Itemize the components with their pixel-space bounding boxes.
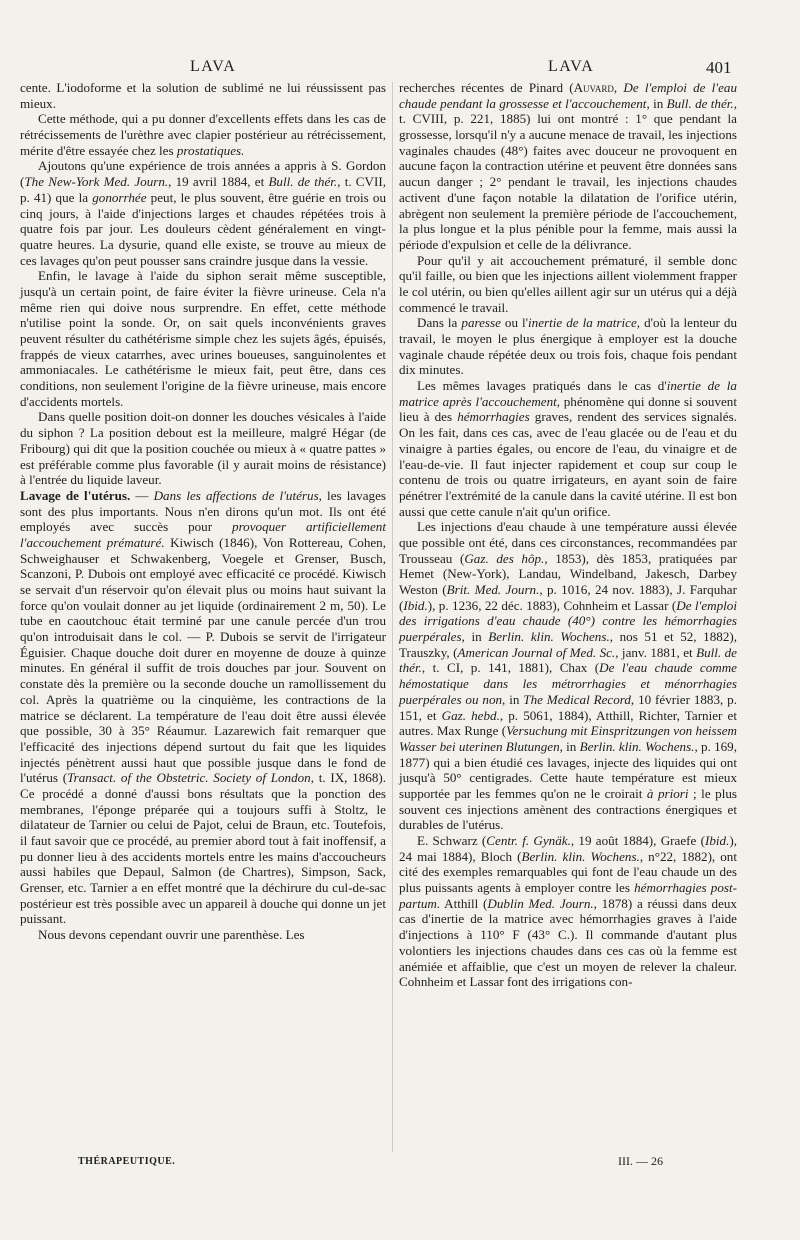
italic-text: Berlin. klin. Wochens. bbox=[488, 629, 610, 645]
text-run: , in bbox=[559, 738, 580, 754]
column-divider bbox=[392, 82, 393, 1152]
text-run: ; le plus souvent ces injections amènent des contractions énergiques et durables de l'utérus. bbox=[399, 785, 737, 833]
right-column bbox=[399, 80, 737, 990]
text-run: , t. CVII, p. 41) que la bbox=[20, 174, 386, 205]
text-run: peut, le plus souvent, être guérie en trois ou cinq jours, à l'aide d'injections larges et chaudes répétées trois à quatre fois par jour. Les douleurs cèdent généralement en vingt-quatre heures. La dysurie, quand elle existe, se trouve au mieux de ces lavages qu'on peut pousser sans craindre jusque dans la vessie. bbox=[20, 189, 386, 268]
text-run: , phénomène qui donne si souvent lieu à des bbox=[399, 393, 737, 425]
text-run: graves, rendent des services signalés. On les fait, dans ces cas, avec de l'eau glacée ou de l'eau et du vinaigre à parties égales, ou encore de l'eau, du vinaigre et de l'eau-de-vie. Il faut injecter rapidement et coup sur coup le contenu de trois ou quatre irrigateurs, en ayant soin de faire pénétrer l'extrémité de la canule dans la cavité utérine. Il est bon aussi que cette canule n'ait qu'un orifice. bbox=[399, 409, 737, 519]
text-run: Les mêmes lavages pratiqués dans le cas d' bbox=[417, 378, 667, 394]
text-run: ), p. 1236, 22 déc. 1883), Cohnheim et Lassar ( bbox=[427, 597, 677, 613]
text-run: Atthill ( bbox=[440, 895, 488, 911]
text-run: , in bbox=[646, 95, 667, 111]
text-run: , t. CVIII, p. 221, 1885) lui ont montré : 1° que pendant la grossesse, lorsqu'il n'y a aucune menace de travail, les injections vaginales chaudes (48°) faites avec douceur ne provoquent en aucune façon la contraction utérine et peuvent être données sans aucun danger ; 2° pendant le travail, les injections chaudes activent d'une façon notable la dilatation de l'orifice utérin, abrègent non seulement la première période de l'accouchement, la plus longue et la plus pénible pour la femme, mais aussi la période d'expulsion et celle de la délivrance. bbox=[399, 95, 737, 252]
running-head-right: LAVA bbox=[548, 58, 595, 75]
paragraph bbox=[399, 519, 737, 833]
italic-text: hémorrhagies bbox=[457, 409, 530, 425]
italic-text: paresse bbox=[461, 315, 501, 331]
text-run: Ajoutons qu'une expérience de trois années a appris à S. Gordon ( bbox=[20, 158, 386, 190]
text-run: Les injections d'eau chaude à une température aussi élevée que possible ont été, dans ces circonstances, recommandées par Trousseau ( bbox=[399, 519, 737, 566]
italic-text: provoquer artificiellement l'accouchement prématuré. bbox=[20, 519, 386, 550]
text-run: , d'où la lenteur du travail, le moyen le plus énergique à employer est la douche vaginale chaude répétée deux ou trois fois, chaque fois pendant dix minutes. bbox=[399, 315, 737, 378]
text-run: Cette méthode, qui a pu donner d'excellents effets dans les cas de rétrécissements de l'urèthre avec clapier postérieur au rétrécissement, mérite d'être essayée chez les bbox=[20, 111, 386, 158]
left-column bbox=[20, 80, 386, 943]
italic-text: Gaz. des hôp. bbox=[464, 550, 545, 566]
text-run: , p. 5061, 1884), Atthill, Richter, Tarnier et autres. Max Runge ( bbox=[399, 707, 737, 739]
italic-text: gonorrhée bbox=[92, 189, 147, 205]
italic-text: Brit. Med. Journ. bbox=[446, 582, 540, 597]
footer-volume-sheet: III. — 26 bbox=[618, 1154, 663, 1168]
text-run: , t. CI, p. 141, 1881), Chax ( bbox=[421, 660, 600, 676]
italic-text: inertie de la matrice après l'accouchement bbox=[399, 378, 737, 409]
paragraph bbox=[399, 833, 737, 990]
text-run: , 19 août 1884), Graefe ( bbox=[570, 833, 705, 848]
text-run: , 1853), dès 1853, pratiquées par Hemet (New-York), Landau, Windelband, Jakesch, Darbey Weston ( bbox=[399, 550, 737, 597]
italic-text: Dublin Med. Journ. bbox=[487, 895, 594, 911]
italic-text: De l'emploi de l'eau chaude pendant la grossesse et l'accouchement bbox=[399, 80, 738, 111]
text-run: , 10 février 1883, p. 151, et bbox=[399, 691, 737, 723]
text-run: recherches récentes de Pinard ( bbox=[399, 80, 574, 95]
text-run: ), 24 mai 1884), Bloch ( bbox=[399, 833, 737, 864]
paragraph bbox=[399, 253, 737, 316]
italic-text: Versuchung mit Einspritzungen von heissem Wasser bei uterinen Blutungen bbox=[399, 723, 738, 754]
italic-text: Bull. de thér. bbox=[666, 95, 734, 111]
italic-text: inertie de la matrice bbox=[528, 315, 637, 331]
text-run: Nous devons cependant ouvrir une parenthèse. Les bbox=[38, 927, 305, 943]
italic-text: Centr. f. Gynäk. bbox=[486, 833, 571, 848]
text-run: , p. 1016, 24 nov. 1883), J. Farquhar ( bbox=[399, 582, 737, 613]
text-run: , 19 avril 1884, et bbox=[168, 174, 269, 190]
italic-text: American Journal of Med. Sc. bbox=[457, 644, 616, 660]
italic-text: hémorrhagies post-partum. bbox=[399, 880, 737, 911]
page-number: 401 bbox=[706, 58, 732, 77]
text-run: Dans quelle position doit-on donner les douches vésicales à l'aide du siphon ? La position debout est la meilleure, malgré Hégar (de Fribourg) qui dit que la position couchée ou mieux à « quatre pattes » est préférable comme plus favorable (il y aurait moins de résistance) à l'entrée du liquide laveur. bbox=[20, 409, 386, 488]
italic-text: Ibid. bbox=[403, 597, 428, 613]
text-run: , t. IX, 1868). Ce procédé a donné d'aussi bons résultats que la ponction des membranes, l'éponge préparée qui a toujours suffi à Stoltz, le dilatateur de Tarnier ou celui de Pajot, celui de Braun, etc. Toutefois, il faut savoir que ce procédé, au premier abord tout à fait inoffensif, a pu donner lieu à des accidents mortels entre les mains d'accoucheurs aussi habiles que Depaul, Salmon (de Chartres), Simpson, Sack, Grenser, etc. Tarnier a en effet montré que la déchirure du cul-de-sac postérieur est très possible avec un appareil à douche qui donne un jet puissant. bbox=[20, 770, 386, 927]
footer-signature: THÉRAPEUTIQUE. bbox=[78, 1156, 176, 1167]
italic-text: Transact. of the Obstetric. Society of London bbox=[67, 770, 311, 786]
italic-text: Gaz. hebd. bbox=[441, 707, 500, 723]
italic-text: Berlin. klin. Wochens. bbox=[579, 738, 695, 754]
text-run: Pour qu'il y ait accouchement prématuré, il semble donc qu'il faille, ou bien que les injections aillent violemment frapper le col utérin, ou bien qu'elles aillent agir sur un utérus qui a déjà commencé le travail. bbox=[399, 252, 737, 315]
italic-text: De l'emploi des irrigations d'eau chaude (40°) contre les hémorrhagies puerpérales bbox=[399, 597, 737, 645]
paragraph bbox=[20, 488, 386, 927]
text-run: , p. 169, 1877) qui a bien étudié ces lavages, injecte des liquides qui ont jusqu'à 50° centigrades. Cette haute température est mieux supportée par les femmes qu'on ne le croirait bbox=[399, 738, 737, 801]
paragraph bbox=[20, 80, 386, 111]
text-run: , nos 51 et 52, 1882), Trauszky, ( bbox=[399, 629, 737, 660]
text-run: Dans la bbox=[417, 315, 462, 331]
italic-text: The New-York Med. Journ. bbox=[24, 174, 169, 190]
text-run: ou l' bbox=[500, 315, 529, 331]
paragraph bbox=[20, 158, 386, 268]
text-run: , janv. 1881, et bbox=[615, 644, 697, 660]
running-head-left: LAVA bbox=[190, 58, 237, 75]
text-run: , bbox=[613, 80, 624, 95]
text-run: , in bbox=[502, 691, 524, 707]
paragraph bbox=[399, 80, 737, 253]
text-run: Enfin, le lavage à l'aide du siphon serait même susceptible, jusqu'à un certain point, de faire éviter la fièvre urineuse. Cela n'a même rien qui doive nous surprendre. En effet, cette méthode n'utilise point la sonde. Or, on sait quels inconvénients graves peuvent résulter du cathétérisme simple chez les sujets âgés, épuisés, frappés de vieux catarrhes, avec urines boueuses, sanguinolentes et ammoniacales. Le cathétérisme le mieux fait, peut être, dans ces conditions, non seulement l'origine de la fièvre urineuse, mais encore d'accidents mortels. bbox=[20, 268, 386, 409]
bold-heading: Lavage de l'utérus. bbox=[20, 487, 131, 503]
text-run: , les lavages sont des plus importants. Nous n'en dirons qu'un mot. Ils ont été employés avec succès pour bbox=[20, 487, 386, 535]
italic-text: The Medical Record bbox=[523, 691, 631, 707]
italic-text: Bull. de thér. bbox=[268, 174, 338, 190]
italic-text: Ibid. bbox=[704, 833, 730, 848]
text-run: , in bbox=[461, 629, 489, 645]
text-run: cente. L'iodoforme et la solution de sublimé ne lui réussissent pas mieux. bbox=[20, 80, 386, 111]
paragraph bbox=[399, 315, 737, 378]
paragraph bbox=[20, 927, 386, 943]
italic-text: De l'eau chaude comme hémostatique dans les métrorrhagies et ménorrhagies puerpérales ou non bbox=[399, 660, 737, 707]
paragraph bbox=[20, 111, 386, 158]
italic-text: Bull. de thér. bbox=[399, 644, 737, 676]
text-run: , n°22, 1882), ont cité des exemples remarquables qui font de l'eau chaude un des plus puissants agents à employer contre les bbox=[399, 848, 737, 896]
italic-text: Berlin. klin. Wochens. bbox=[521, 848, 640, 864]
paragraph bbox=[20, 268, 386, 409]
small-caps-text: Auvard bbox=[573, 80, 614, 95]
text-run: , 1878) a réussi dans deux cas d'inertie de la matrice avec hémorrhagies graves à l'aide d'injections à 110° F (43° C.). Il commande d'autant plus volontiers les injections chaudes dans ces cas où la femme est anémiée et affaiblie, que c'est un moyen de relever la chaleur. Cohnheim et Lassar font des irrigations con- bbox=[399, 895, 737, 990]
italic-text: Dans les affections de l'utérus bbox=[153, 487, 319, 503]
italic-text: prostatiques. bbox=[176, 142, 245, 158]
italic-text: à priori bbox=[646, 785, 689, 801]
text-run: — bbox=[130, 487, 154, 503]
text-run: Kiwisch (1846), Von Rottereau, Cohen, Schweighauser et Schwakenberg, Voegele et Grenser, Busch, Scanzoni, P. Dubois ont employé avec efficacité ce procédé. Kiwisch se servait d'un réservoir qu'on élevait plus ou moins haut suivant la force qu'on voulait donner au jet liquide (ordinairement 2 m, 50). Le tube en caoutchouc était terminé par une canule percée d'un trou qu'on introduisait dans le col. — P. Dubois se servit de l'irrigateur Éguisier. Chaque douche doit durer en moyenne de douze à quinze minutes. En général il suffit de trois douches par jour. Souvent on constate dès la première ou la seconde douche un ramollissement du col. Après la quatrième ou la cinquième, les contractions de la matrice se déclarent. La température de l'eau doit être aussi élevée que possible, 30 à 35° Réaumur. Lazarewich fait remarquer que l'efficacité des injections dépend surtout du fait que les liquides injectés pénètrent aussi haut que possible jusque dans le fond de l'utérus ( bbox=[20, 534, 386, 786]
text-run: E. Schwarz ( bbox=[417, 833, 487, 848]
paragraph bbox=[20, 409, 386, 487]
paragraph bbox=[399, 378, 737, 519]
